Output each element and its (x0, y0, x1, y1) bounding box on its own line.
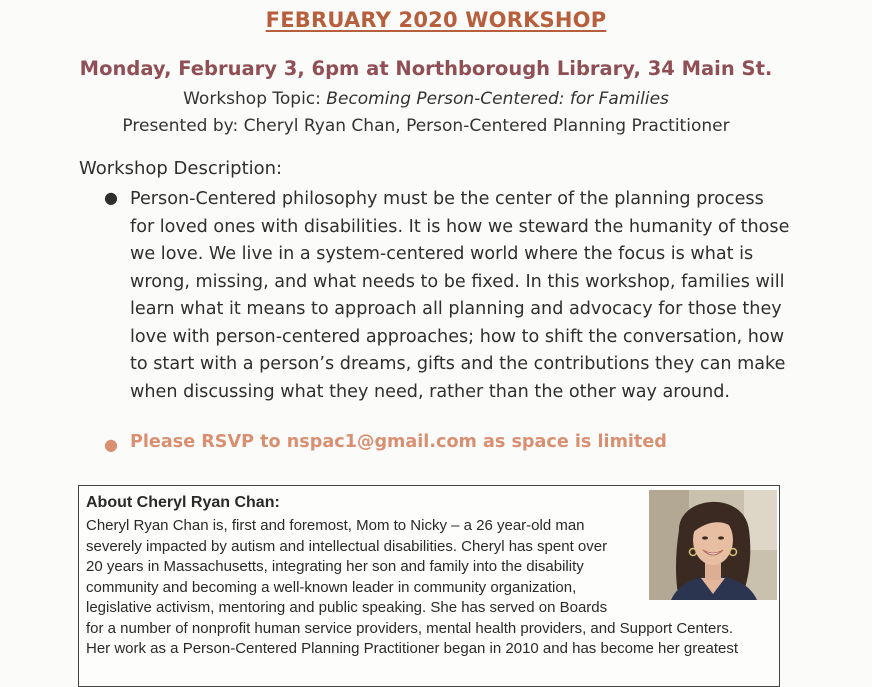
presenter-portrait-icon (649, 490, 777, 600)
about-line: legislative activism, mentoring and public speaking. She has served on Boards (86, 599, 608, 616)
about-line: severely impacted by autism and intellectual disabilities. Cheryl has spent over (86, 537, 608, 555)
description-text: Person-Centered philosophy must be the center of the planning process for loved ones with disabilities. It is how we steward the humanity of those we love. We live in a system-centered world where the focus is what is wrong, missing, and what needs to be fixed. In this workshop, families will learn what it means to approach all planning and advocacy for those they love with person-centered approaches; how to shift the conversation, how to start with a person’s dreams, gifts and the contributions they can make when discussing what they need, rather than the other way around. (130, 189, 790, 402)
bullet-dot-icon: ● (104, 188, 118, 207)
topic-value: Becoming Person-Centered: for Families (326, 89, 669, 109)
presenter-photo (649, 490, 777, 600)
event-date-location: Monday, February 3, 6pm at Northborough Library, 34 Main St. (79, 57, 773, 80)
about-line: community and becoming a well-known leader in community organization, (86, 578, 577, 596)
about-line: 20 years in Massachusetts, integrating her son and family into the disability (86, 558, 584, 575)
about-line: Her work as a Person-Centered Planning Practitioner began in 2010 and has become her greatest (86, 640, 739, 657)
topic-label: Workshop Topic: (183, 89, 327, 109)
about-line: Cheryl Ryan Chan is, first and foremost, Mom to Nicky – a 26 year-old man (86, 517, 585, 534)
description-heading: Workshop Description: (79, 158, 283, 179)
bullet-dot-icon: ● (104, 435, 118, 454)
rsvp-notice: Please RSVP to nspac1@gmail.com as space is limited (130, 432, 667, 452)
workshop-title: FEBRUARY 2020 WORKSHOP (265, 8, 607, 32)
workshop-topic-line (0, 89, 852, 109)
about-heading: About Cheryl Ryan Chan: (86, 494, 280, 511)
about-line: for a number of nonprofit human service providers, mental health providers, and Support Centers. (86, 619, 734, 637)
presenter-line: Presented by: Cheryl Ryan Chan, Person-Centered Planning Practitioner (122, 116, 730, 136)
